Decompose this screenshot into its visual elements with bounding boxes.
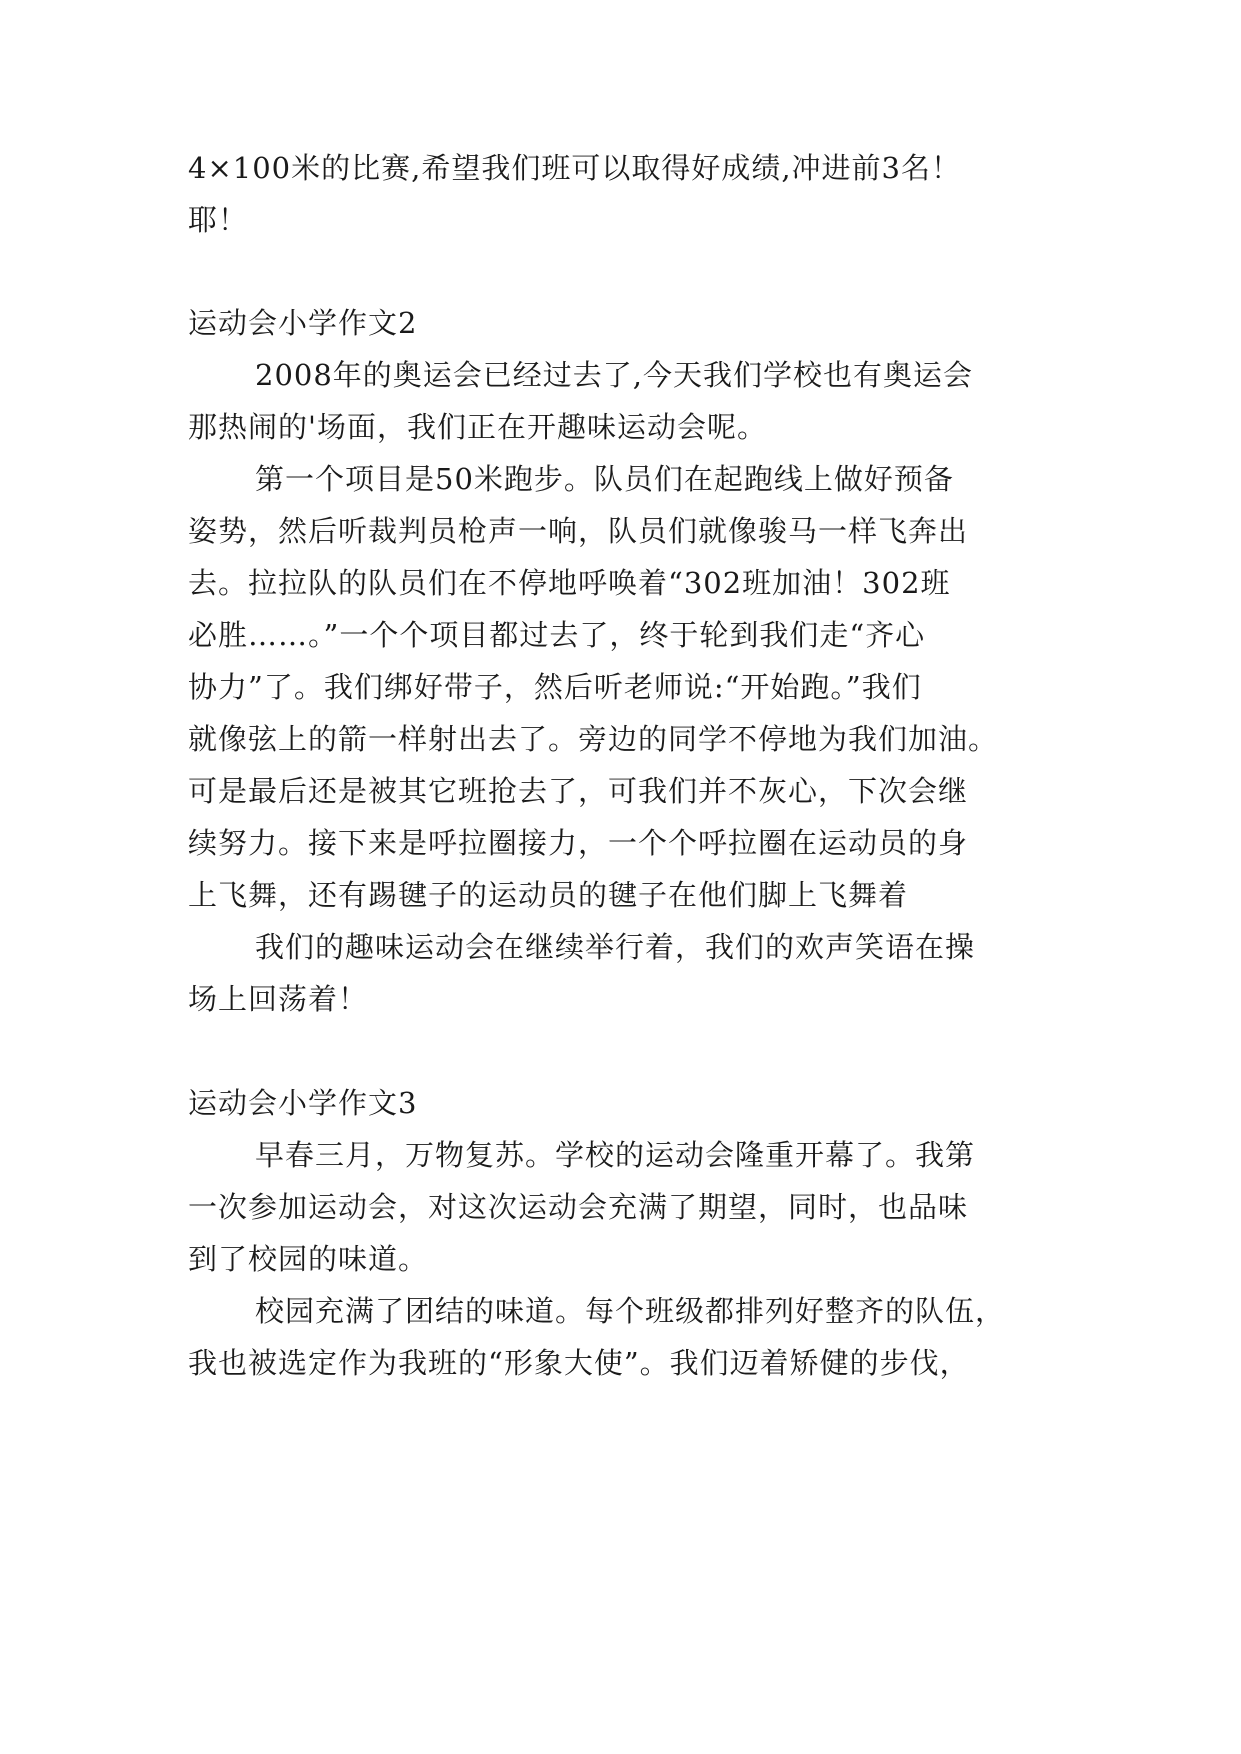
paragraph-line: 我们的趣味运动会在继续举行着，我们的欢声笑语在操 xyxy=(255,930,976,964)
paragraph-line: 校园充满了团结的味道。每个班级都排列好整齐的队伍， xyxy=(255,1294,1006,1328)
paragraph-line: 2008年的奥运会已经过去了,今天我们学校也有奥运会 xyxy=(255,358,974,392)
paragraph-line: 上飞舞，还有踢毽子的运动员的毽子在他们脚上飞舞着 xyxy=(188,878,909,912)
paragraph-line: 可是最后还是被其它班抢去了，可我们并不灰心，下次会继 xyxy=(188,774,969,808)
paragraph-line: 就像弦上的箭一样射出去了。旁边的同学不停地为我们加油。 xyxy=(188,722,999,756)
paragraph-line: 那热闹的'场面，我们正在开趣味运动会呢。 xyxy=(188,410,767,444)
essay-2-title: 运动会小学作文2 xyxy=(188,306,418,340)
paragraph-line: 必胜……。”一个个项目都过去了，终于轮到我们走“齐心 xyxy=(188,618,926,652)
paragraph-line: 早春三月，万物复苏。学校的运动会隆重开幕了。我第 xyxy=(255,1138,976,1172)
paragraph-line: 4×100米的比赛,希望我们班可以取得好成绩,冲进前3名！ xyxy=(188,151,961,185)
paragraph-line: 耶！ xyxy=(188,203,249,237)
paragraph-line: 第一个项目是50米跑步。队员们在起跑线上做好预备 xyxy=(255,462,954,496)
paragraph-line: 场上回荡着！ xyxy=(188,982,369,1016)
paragraph-line: 我也被选定作为我班的“形象大使”。我们迈着矫健的步伐， xyxy=(188,1346,970,1380)
paragraph-line: 姿势，然后听裁判员枪声一响，队员们就像骏马一样飞奔出 xyxy=(188,514,969,548)
paragraph-line: 协力”了。我们绑好带子，然后听老师说:“开始跑。”我们 xyxy=(188,670,922,704)
paragraph-line: 续努力。接下来是呼拉圈接力，一个个呼拉圈在运动员的身 xyxy=(188,826,969,860)
essay-3-title: 运动会小学作文3 xyxy=(188,1086,418,1120)
paragraph-line: 到了校园的味道。 xyxy=(188,1242,429,1276)
paragraph-line: 一次参加运动会，对这次运动会充满了期望，同时，也品味 xyxy=(188,1190,969,1224)
paragraph-line: 去。拉拉队的队员们在不停地呼唤着“302班加油！302班 xyxy=(188,566,951,600)
